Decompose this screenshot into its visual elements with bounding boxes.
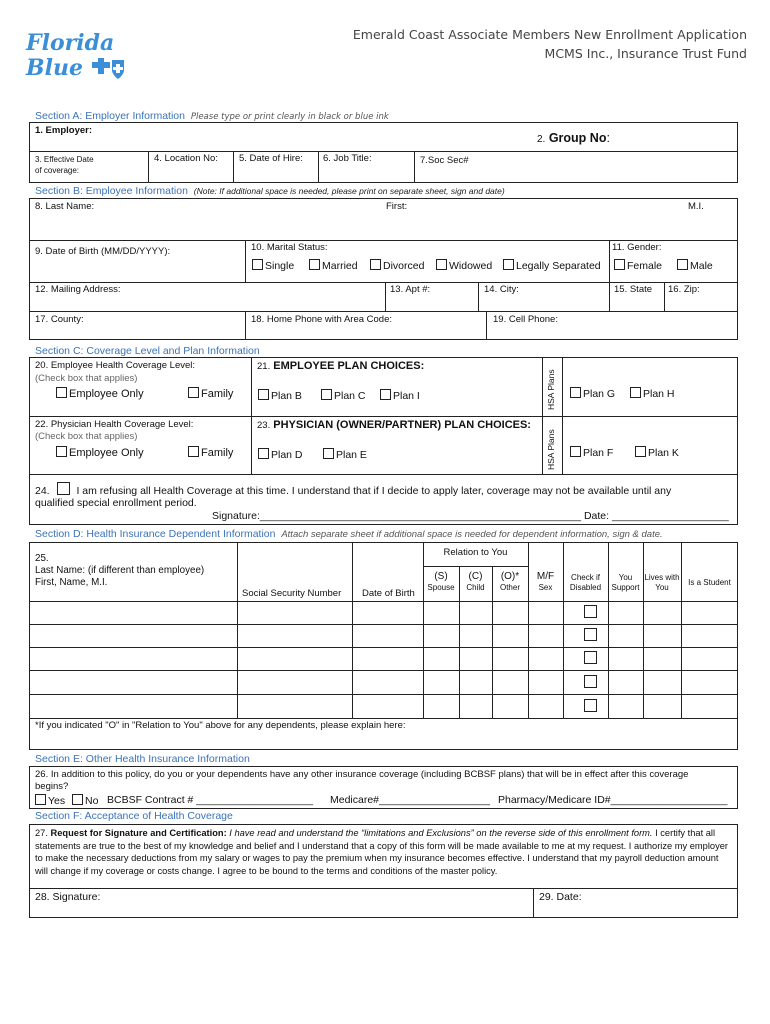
checkbox-icon (56, 446, 67, 457)
checkbox-icon (370, 259, 381, 270)
physician-coverage-label: 22. Physician Health Coverage Level: (35, 419, 194, 430)
physician-employee-only-option[interactable]: Employee Only (56, 446, 144, 459)
dob-field[interactable]: 9. Date of Birth (MM/DD/YYYY): (35, 246, 171, 257)
checkbox-icon (630, 387, 641, 398)
hsa-plans-label: HSA Plans (546, 369, 556, 410)
checkbox-icon (323, 448, 334, 459)
checkbox-icon (309, 259, 320, 270)
disabled-checkbox-row4[interactable] (584, 675, 597, 688)
relation-header: Relation to You (443, 547, 508, 558)
apt-field[interactable]: 13. Apt #: (390, 284, 431, 295)
mailing-address-field[interactable]: 12. Mailing Address: (35, 284, 121, 295)
florida-blue-logo (26, 30, 136, 82)
checkbox-icon (72, 794, 83, 805)
plan-c-option[interactable]: Plan C (321, 389, 366, 402)
physician-family-option[interactable]: Family (188, 446, 233, 459)
section-b-note: (Note: If additional space is needed, please print on separate sheet, sign and date) (193, 186, 505, 196)
cross-shield-icon (90, 58, 126, 80)
plan-h-option[interactable]: Plan H (630, 387, 675, 400)
physician-plans-heading: 23. PHYSICIAN (OWNER/PARTNER) PLAN CHOICES: (257, 419, 531, 431)
last-name-field[interactable]: 8. Last Name: (35, 201, 95, 212)
form-title-line1: Emerald Coast Associate Members New Enrollment Application (352, 27, 747, 42)
disabled-checkbox-row3[interactable] (584, 651, 597, 664)
sex-header: M/F Sex (536, 571, 555, 592)
employee-coverage-label: 20. Employee Health Coverage Level: (35, 360, 196, 371)
checkbox-icon (570, 446, 581, 457)
checkbox-icon (252, 259, 263, 270)
disabled-header: Check if Disabled (569, 573, 602, 592)
other-insurance-no[interactable]: No (72, 794, 98, 807)
refuse-checkbox[interactable] (57, 482, 70, 495)
checkbox-icon (677, 259, 688, 270)
employee-family-option[interactable]: Family (188, 387, 233, 400)
gender-male[interactable]: Male (677, 259, 713, 272)
medicare-field[interactable]: Medicare#___________________ (330, 794, 490, 806)
state-field[interactable]: 15. State (614, 284, 653, 295)
soc-sec-field[interactable]: 7.Soc Sec# (420, 155, 469, 166)
form-title (353, 25, 747, 63)
section-b-title (35, 185, 505, 197)
pharmacy-id-field[interactable]: Pharmacy/Medicare ID#____________________ (498, 794, 728, 806)
employee-only-option[interactable]: Employee Only (56, 387, 144, 400)
spouse-header: (S) Spouse (427, 571, 455, 592)
zip-field[interactable]: 16. Zip: (668, 284, 700, 295)
child-header: (C) Child (466, 571, 485, 592)
section-e-title: Section E: Other Health Insurance Information (35, 753, 250, 765)
section-a-note: Please type or print clearly in black or blue ink (190, 112, 389, 122)
group-no-field[interactable]: 2. Group No: (537, 131, 610, 145)
section-a-title (35, 110, 389, 122)
checkbox-icon (35, 794, 46, 805)
refuse-coverage: 24. I am refusing all Health Coverage at this time. I understand that if I decide to apply later, coverage may not be available until any (35, 482, 671, 497)
checkbox-icon (380, 389, 391, 400)
plan-g-option[interactable]: Plan G (570, 387, 615, 400)
gender-female[interactable]: Female (614, 259, 662, 272)
plan-f-option[interactable]: Plan F (570, 446, 613, 459)
date-field[interactable]: 29. Date: (539, 891, 582, 903)
marital-legally-separated[interactable]: Legally Separated (503, 259, 601, 272)
logo-text-florida: Florida (26, 30, 115, 56)
section-d-note: Attach separate sheet if additional space is needed for dependent information, sign & date. (281, 529, 663, 540)
marital-divorced[interactable]: Divorced (370, 259, 424, 272)
checkbox-icon (258, 448, 269, 459)
disabled-checkbox-row1[interactable] (584, 605, 597, 618)
other-insurance-yes[interactable]: Yes (35, 794, 65, 807)
lives-with-header: Lives with You (644, 573, 680, 592)
first-name-field[interactable]: First: (386, 201, 408, 212)
plan-e-option[interactable]: Plan E (323, 448, 367, 461)
refuse-coverage-line2: qualified special enrollment period. (35, 497, 197, 509)
disabled-checkbox-row5[interactable] (584, 699, 597, 712)
section-d-heading: Section D: Health Insurance Dependent Information (35, 528, 276, 540)
checkbox-icon (188, 387, 199, 398)
marital-status-label: 10. Marital Status: (251, 242, 328, 253)
dob-header: Date of Birth (362, 588, 415, 599)
student-header: Is a Student (688, 578, 731, 587)
signature-field[interactable]: 28. Signature: (35, 891, 101, 903)
section-d-title (35, 528, 663, 540)
checkbox-icon (56, 387, 67, 398)
other-insurance-question: 26. In addition to this policy, do you or your dependents have any other insurance coverage (including BCBSF plans) that will be in effect after this coverage begins? (35, 769, 689, 792)
disabled-checkbox-row2[interactable] (584, 628, 597, 641)
employee-check-note: (Check box that applies) (35, 373, 138, 384)
city-field[interactable]: 14. City: (484, 284, 519, 295)
employee-plans-heading: 21. EMPLOYEE PLAN CHOICES: (257, 360, 425, 372)
other-header: (O)* Other (499, 571, 520, 592)
checkbox-icon (635, 446, 646, 457)
logo-text-blue: Blue (26, 55, 83, 81)
other-relation-explain[interactable]: *If you indicated "O" in "Relation to You" above for any dependents, please explain here: (35, 720, 406, 731)
cell-phone-field[interactable]: 19. Cell Phone: (493, 314, 558, 325)
gender-label: 11. Gender: (612, 242, 662, 253)
checkbox-icon (258, 389, 269, 400)
ssn-header: Social Security Number (242, 588, 342, 599)
form-title-line2: MCMS Inc., Insurance Trust Fund (544, 46, 747, 61)
support-header: You Support (611, 573, 640, 592)
section-b-heading: Section B: Employee Information (35, 185, 188, 197)
section-a-heading: Section A: Employer Information (35, 110, 185, 122)
marital-widowed[interactable]: Widowed (436, 259, 492, 272)
county-field[interactable]: 17. County: (35, 314, 84, 325)
hsa-plans-label-2: HSA Plans (546, 429, 556, 470)
date-of-hire-field[interactable]: 5. Date of Hire: (239, 153, 303, 164)
location-no-field[interactable]: 4. Location No: (154, 153, 218, 164)
certification-text: 27. Request for Signature and Certification: I have read and understand the “limitations and Exclusions” on the reverse side of this enrollment form. I certify that all statements are true to the best of my knowledge and belief and I understand that a copy of this form will be made available to me at my request. I authorize my employer to make the necessary deductions from my salary or wages to pay the premium when my insurance becomes effective. I understand that my payroll deduction amount will change if my coverage or costs change. I agree to be bound to the terms and conditions of the master policy. (35, 828, 728, 876)
checkbox-icon (570, 387, 581, 398)
checkbox-icon (503, 259, 514, 270)
marital-married[interactable]: Married (309, 259, 358, 272)
checkbox-icon (436, 259, 447, 270)
home-phone-field[interactable]: 18. Home Phone with Area Code: (251, 314, 393, 325)
effective-date-field[interactable]: 3. Effective Date of coverage: (35, 155, 94, 175)
plan-k-option[interactable]: Plan K (635, 446, 679, 459)
refuse-signature-line[interactable]: Signature:_______________________________________________________ Date: ____________________ (212, 510, 729, 522)
checkbox-icon (614, 259, 625, 270)
employer-field[interactable]: 1. Employer: (35, 125, 93, 136)
marital-single[interactable]: Single (252, 259, 294, 272)
job-title-field[interactable]: 6. Job Title: (323, 153, 372, 164)
section-f-title: Section F: Acceptance of Health Coverage (35, 810, 233, 822)
bcbsf-contract-field[interactable]: BCBSF Contract # ____________________ (107, 794, 314, 806)
section-c-title: Section C: Coverage Level and Plan Information (35, 345, 260, 357)
dependent-name-header: 25. Last Name: (if different than employee) First, Name, M.I. (35, 553, 205, 588)
plan-d-option[interactable]: Plan D (258, 448, 303, 461)
plan-i-option[interactable]: Plan I (380, 389, 420, 402)
checkbox-icon (188, 446, 199, 457)
mi-field[interactable]: M.I. (688, 201, 704, 212)
section-a-box (29, 122, 738, 183)
checkbox-icon (321, 389, 332, 400)
plan-b-option[interactable]: Plan B (258, 389, 302, 402)
physician-check-note: (Check box that applies) (35, 431, 138, 442)
